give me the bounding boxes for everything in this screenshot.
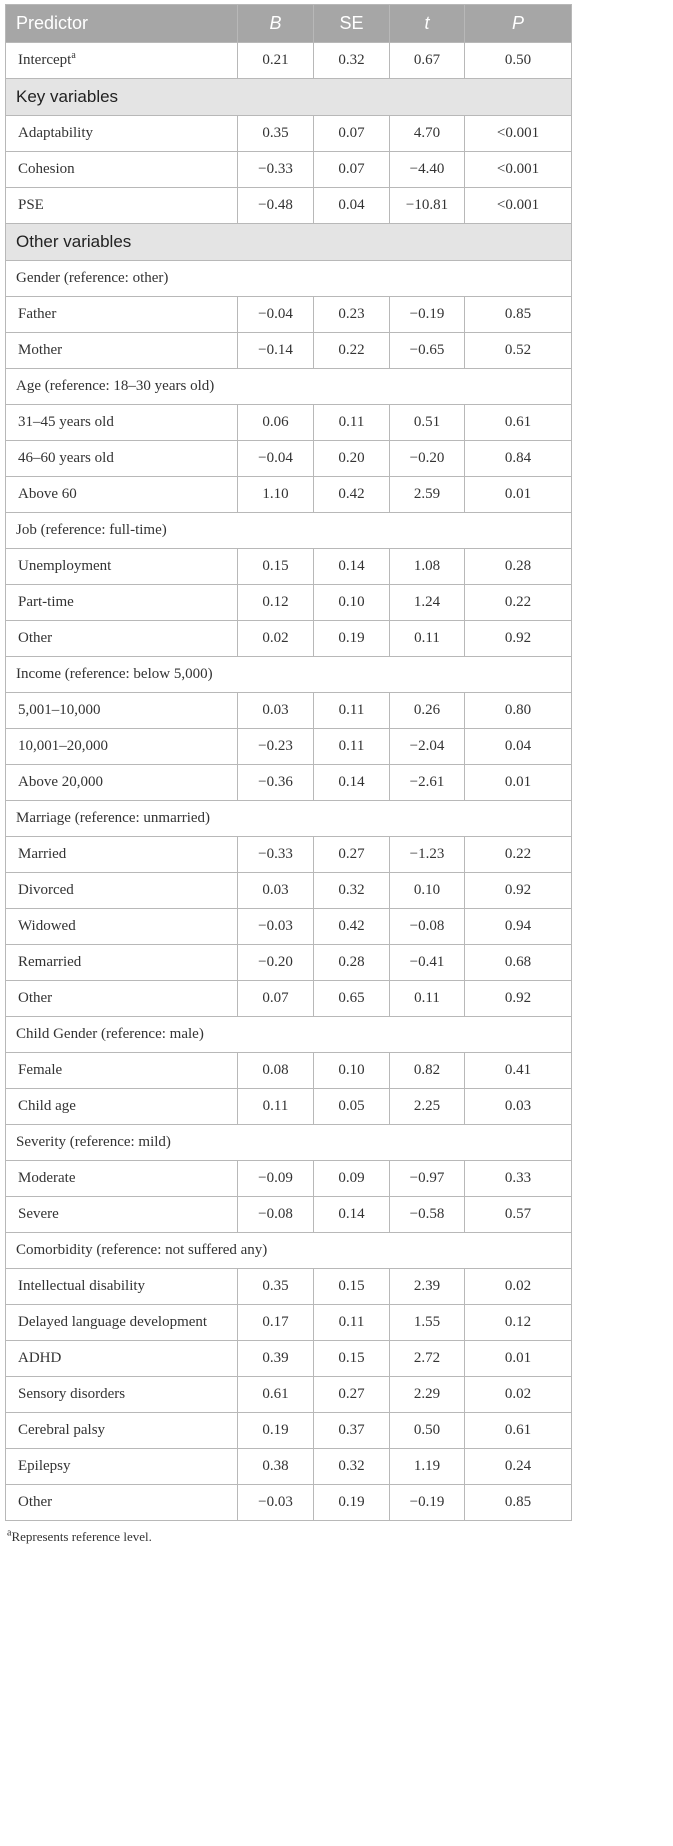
se-value: 0.19: [314, 621, 390, 657]
table-row: [6, 333, 572, 369]
section-other-variables: [6, 224, 572, 261]
group-heading-row: [6, 369, 572, 405]
predictor-label: Severe: [6, 1197, 238, 1233]
t-value: −0.41: [390, 945, 465, 981]
section-title: Other variables: [6, 224, 572, 261]
b-value: 0.35: [238, 116, 314, 152]
b-value: 0.17: [238, 1305, 314, 1341]
t-value: −0.58: [390, 1197, 465, 1233]
t-value: 2.59: [390, 477, 465, 513]
predictor-label: Part-time: [6, 585, 238, 621]
p-value: 0.01: [465, 765, 572, 801]
b-value: −0.20: [238, 945, 314, 981]
se-value: 0.11: [314, 405, 390, 441]
p-value: 0.22: [465, 585, 572, 621]
p-value: 0.92: [465, 873, 572, 909]
t-value: −1.23: [390, 837, 465, 873]
se-value: 0.22: [314, 333, 390, 369]
se-value: 0.14: [314, 549, 390, 585]
predictor-label: Epilepsy: [6, 1449, 238, 1485]
section-key-variables: [6, 79, 572, 116]
header-t: t: [390, 5, 465, 43]
header-p: P: [465, 5, 572, 43]
intercept-label-text: Intercept: [18, 52, 72, 68]
t-value: 0.10: [390, 873, 465, 909]
t-value: 1.55: [390, 1305, 465, 1341]
header-se: SE: [314, 5, 390, 43]
b-value: 0.12: [238, 585, 314, 621]
b-value: 1.10: [238, 477, 314, 513]
table-row: [6, 1269, 572, 1305]
table-row: [6, 1161, 572, 1197]
table-row: [6, 621, 572, 657]
regression-table-container: [5, 4, 571, 1545]
se-value: 0.10: [314, 585, 390, 621]
header-predictor: Predictor: [6, 5, 238, 43]
predictor-label: Adaptability: [6, 116, 238, 152]
p-value: 0.01: [465, 477, 572, 513]
predictor-label: Moderate: [6, 1161, 238, 1197]
t-value: 2.29: [390, 1377, 465, 1413]
predictor-label: Cohesion: [6, 152, 238, 188]
b-value: 0.35: [238, 1269, 314, 1305]
table-row: [6, 405, 572, 441]
p-value: <0.001: [465, 188, 572, 224]
b-value: 0.07: [238, 981, 314, 1017]
predictor-label: Mother: [6, 333, 238, 369]
t-value: 1.08: [390, 549, 465, 585]
se-value: 0.15: [314, 1341, 390, 1377]
se-value: 0.07: [314, 116, 390, 152]
group-heading-row: [6, 801, 572, 837]
se-value: 0.15: [314, 1269, 390, 1305]
predictor-label: Remarried: [6, 945, 238, 981]
t-value: 2.72: [390, 1341, 465, 1377]
t-value: −0.65: [390, 333, 465, 369]
b-value: 0.19: [238, 1413, 314, 1449]
table-row: [6, 1377, 572, 1413]
se-value: 0.11: [314, 729, 390, 765]
table-row: [6, 152, 572, 188]
intercept-p: 0.50: [465, 43, 572, 79]
b-value: −0.33: [238, 837, 314, 873]
intercept-b: 0.21: [238, 43, 314, 79]
predictor-label: Other: [6, 981, 238, 1017]
group-heading-row: [6, 1017, 572, 1053]
table-row: [6, 1305, 572, 1341]
table-row: [6, 1449, 572, 1485]
se-value: 0.09: [314, 1161, 390, 1197]
b-value: −0.48: [238, 188, 314, 224]
p-value: 0.01: [465, 1341, 572, 1377]
table-row: [6, 909, 572, 945]
se-value: 0.23: [314, 297, 390, 333]
predictor-label: 46–60 years old: [6, 441, 238, 477]
p-value: 0.61: [465, 1413, 572, 1449]
p-value: 0.92: [465, 981, 572, 1017]
p-value: 0.22: [465, 837, 572, 873]
t-value: 1.19: [390, 1449, 465, 1485]
se-value: 0.32: [314, 873, 390, 909]
t-value: −0.97: [390, 1161, 465, 1197]
se-value: 0.65: [314, 981, 390, 1017]
p-value: 0.24: [465, 1449, 572, 1485]
se-value: 0.42: [314, 909, 390, 945]
b-value: −0.03: [238, 1485, 314, 1521]
group-heading: Gender (reference: other): [6, 261, 572, 297]
table-row: [6, 441, 572, 477]
predictor-label: Child age: [6, 1089, 238, 1125]
b-value: 0.06: [238, 405, 314, 441]
t-value: 0.50: [390, 1413, 465, 1449]
b-value: 0.03: [238, 693, 314, 729]
se-value: 0.19: [314, 1485, 390, 1521]
t-value: 2.25: [390, 1089, 465, 1125]
group-heading: Marriage (reference: unmarried): [6, 801, 572, 837]
header-row: [6, 5, 572, 43]
predictor-label: Intellectual disability: [6, 1269, 238, 1305]
t-value: −0.19: [390, 297, 465, 333]
group-heading-row: [6, 1125, 572, 1161]
predictor-label: Widowed: [6, 909, 238, 945]
t-value: −4.40: [390, 152, 465, 188]
se-value: 0.42: [314, 477, 390, 513]
table-row: [6, 837, 572, 873]
table-row: [6, 1053, 572, 1089]
b-value: −0.23: [238, 729, 314, 765]
intercept-label: [6, 43, 238, 79]
t-value: 0.11: [390, 621, 465, 657]
se-value: 0.20: [314, 441, 390, 477]
t-value: 4.70: [390, 116, 465, 152]
predictor-label: 5,001–10,000: [6, 693, 238, 729]
se-value: 0.14: [314, 1197, 390, 1233]
se-value: 0.37: [314, 1413, 390, 1449]
t-value: 2.39: [390, 1269, 465, 1305]
table-row: [6, 1485, 572, 1521]
p-value: 0.28: [465, 549, 572, 585]
predictor-label: ADHD: [6, 1341, 238, 1377]
predictor-label: Female: [6, 1053, 238, 1089]
intercept-t: 0.67: [390, 43, 465, 79]
p-value: 0.85: [465, 297, 572, 333]
se-value: 0.11: [314, 1305, 390, 1341]
b-value: −0.09: [238, 1161, 314, 1197]
p-value: 0.41: [465, 1053, 572, 1089]
group-heading: Job (reference: full-time): [6, 513, 572, 549]
t-value: −2.61: [390, 765, 465, 801]
group-heading: Age (reference: 18–30 years old): [6, 369, 572, 405]
predictor-label: 10,001–20,000: [6, 729, 238, 765]
p-value: 0.80: [465, 693, 572, 729]
p-value: 0.02: [465, 1269, 572, 1305]
se-value: 0.28: [314, 945, 390, 981]
p-value: 0.61: [465, 405, 572, 441]
table-body: [6, 43, 572, 1521]
b-value: −0.36: [238, 765, 314, 801]
b-value: 0.61: [238, 1377, 314, 1413]
p-value: <0.001: [465, 116, 572, 152]
b-value: −0.04: [238, 297, 314, 333]
b-value: −0.14: [238, 333, 314, 369]
predictor-label: Divorced: [6, 873, 238, 909]
se-value: 0.32: [314, 1449, 390, 1485]
table-row: [6, 585, 572, 621]
t-value: −0.08: [390, 909, 465, 945]
footnote-sup: a: [7, 1527, 12, 1539]
b-value: −0.04: [238, 441, 314, 477]
p-value: 0.94: [465, 909, 572, 945]
predictor-label: Delayed language development: [6, 1305, 238, 1341]
t-value: 1.24: [390, 585, 465, 621]
p-value: 0.04: [465, 729, 572, 765]
predictor-label: Unemployment: [6, 549, 238, 585]
group-heading: Comorbidity (reference: not suffered any): [6, 1233, 572, 1269]
p-value: <0.001: [465, 152, 572, 188]
table-row: [6, 1413, 572, 1449]
footnote-text: Represents reference level.: [11, 1529, 152, 1544]
se-value: 0.04: [314, 188, 390, 224]
intercept-row: [6, 43, 572, 79]
t-value: −0.19: [390, 1485, 465, 1521]
t-value: −2.04: [390, 729, 465, 765]
predictor-label: 31–45 years old: [6, 405, 238, 441]
predictor-label: Above 20,000: [6, 765, 238, 801]
table-row: [6, 1197, 572, 1233]
regression-table: [5, 4, 572, 1521]
table-row: [6, 1089, 572, 1125]
table-row: [6, 477, 572, 513]
t-value: 0.51: [390, 405, 465, 441]
se-value: 0.11: [314, 693, 390, 729]
intercept-se: 0.32: [314, 43, 390, 79]
b-value: 0.11: [238, 1089, 314, 1125]
table-row: [6, 693, 572, 729]
p-value: 0.92: [465, 621, 572, 657]
p-value: 0.84: [465, 441, 572, 477]
p-value: 0.03: [465, 1089, 572, 1125]
group-heading-row: [6, 657, 572, 693]
table-row: [6, 297, 572, 333]
predictor-label: Cerebral palsy: [6, 1413, 238, 1449]
b-value: −0.03: [238, 909, 314, 945]
table-row: [6, 945, 572, 981]
intercept-sup: a: [71, 50, 76, 61]
group-heading: Child Gender (reference: male): [6, 1017, 572, 1053]
section-title: Key variables: [6, 79, 572, 116]
group-heading: Income (reference: below 5,000): [6, 657, 572, 693]
group-heading-row: [6, 513, 572, 549]
table-row: [6, 188, 572, 224]
table-row: [6, 1341, 572, 1377]
se-value: 0.14: [314, 765, 390, 801]
predictor-label: Other: [6, 621, 238, 657]
b-value: 0.08: [238, 1053, 314, 1089]
b-value: 0.15: [238, 549, 314, 585]
predictor-label: Sensory disorders: [6, 1377, 238, 1413]
se-value: 0.07: [314, 152, 390, 188]
se-value: 0.05: [314, 1089, 390, 1125]
table-row: [6, 549, 572, 585]
t-value: 0.11: [390, 981, 465, 1017]
p-value: 0.52: [465, 333, 572, 369]
table-row: [6, 873, 572, 909]
predictor-label: Married: [6, 837, 238, 873]
group-heading: Severity (reference: mild): [6, 1125, 572, 1161]
se-value: 0.27: [314, 1377, 390, 1413]
b-value: 0.02: [238, 621, 314, 657]
group-heading-row: [6, 1233, 572, 1269]
table-row: [6, 981, 572, 1017]
predictor-label: Above 60: [6, 477, 238, 513]
b-value: 0.39: [238, 1341, 314, 1377]
predictor-label: PSE: [6, 188, 238, 224]
group-heading-row: [6, 261, 572, 297]
se-value: 0.27: [314, 837, 390, 873]
t-value: −0.20: [390, 441, 465, 477]
p-value: 0.33: [465, 1161, 572, 1197]
se-value: 0.10: [314, 1053, 390, 1089]
b-value: 0.03: [238, 873, 314, 909]
p-value: 0.57: [465, 1197, 572, 1233]
footnote: [5, 1529, 571, 1545]
predictor-label: Father: [6, 297, 238, 333]
table-row: [6, 729, 572, 765]
p-value: 0.85: [465, 1485, 572, 1521]
p-value: 0.68: [465, 945, 572, 981]
t-value: 0.26: [390, 693, 465, 729]
p-value: 0.02: [465, 1377, 572, 1413]
b-value: −0.08: [238, 1197, 314, 1233]
predictor-label: Other: [6, 1485, 238, 1521]
header-b: B: [238, 5, 314, 43]
t-value: −10.81: [390, 188, 465, 224]
t-value: 0.82: [390, 1053, 465, 1089]
b-value: 0.38: [238, 1449, 314, 1485]
b-value: −0.33: [238, 152, 314, 188]
table-row: [6, 116, 572, 152]
p-value: 0.12: [465, 1305, 572, 1341]
table-row: [6, 765, 572, 801]
